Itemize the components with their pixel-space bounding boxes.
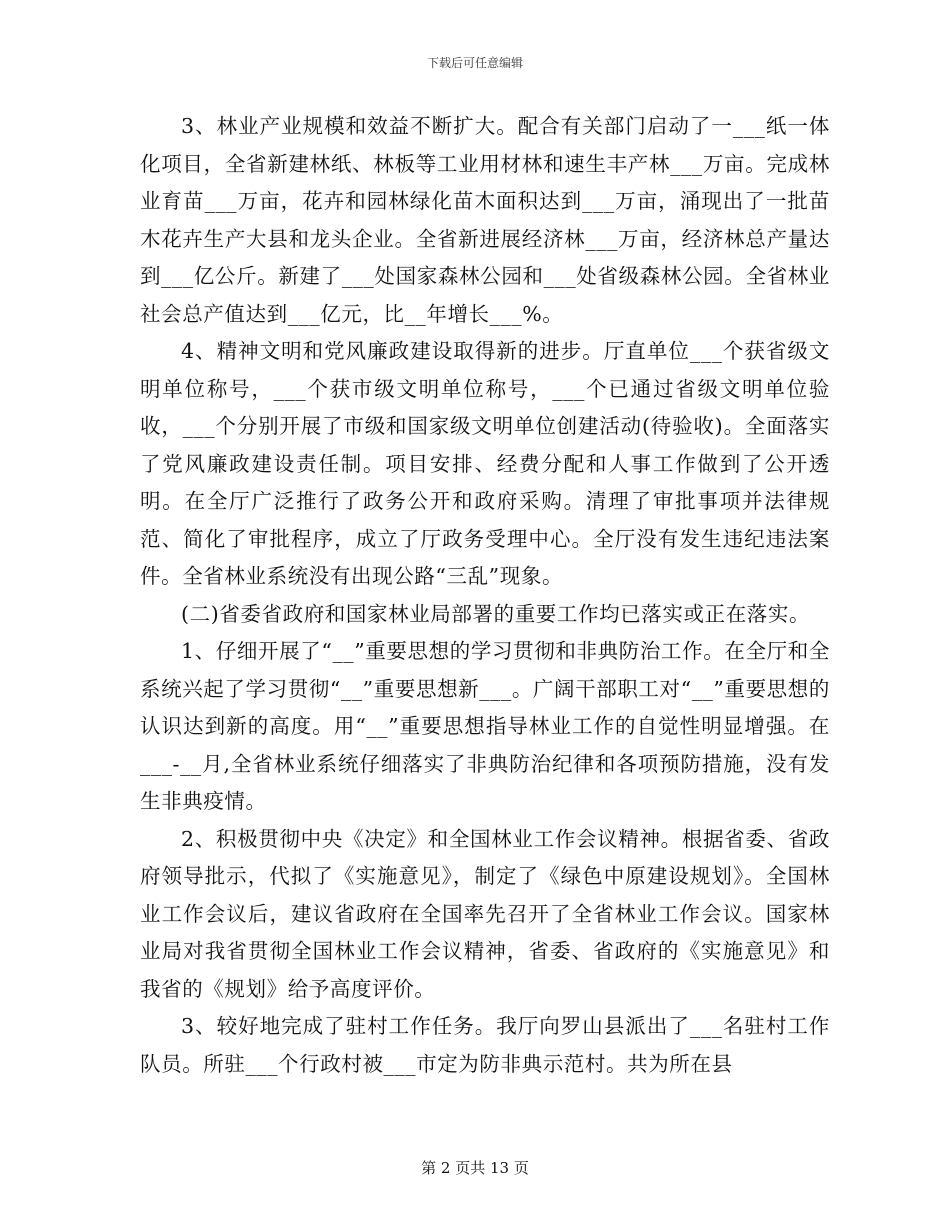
paragraph-study-and-sars: 1、仔细开展了“__”重要思想的学习贯彻和非典防治工作。在全厅和全系统兴起了学习贯彻“__”重要思想新___。广阔干部职工对“__”重要思想的认识达到新的高度。用“__”重要思想指导林业工作的自觉性明显增强。在___-__月,全省林业系统仔细落实了非典防治纪律和各项预防措施，没有发生非典疫情。 [140,639,830,813]
paragraph-civilization-construction: 4、精神文明和党风廉政建设取得新的进步。厅直单位___个获省级文明单位称号，___个获市级文明单位称号，___个已通过省级文明单位验收，___个分别开展了市级和国家级文明单位创建活动(待验收)。全面落实了党风廉政建设责任制。项目安排、经费分配和人事工作做到了公开透明。在全厅广泛推行了政务公开和政府采购。清理了审批事项并法律规范、简化了审批程序，成立了厅政务受理中心。全厅没有发生违纪违法案件。全省林业系统没有出现公路“三乱”现象。 [140,339,830,588]
paragraph-forestry-industry: 3、林业产业规模和效益不断扩大。配合有关部门启动了一___纸一体化项目，全省新建林纸、林板等工业用材林和速生丰产林___万亩。完成林业育苗___万亩，花卉和园林绿化苗木面积达到___万亩，涌现出了一批苗木花卉生产大县和龙头企业。全省新进展经济林___万亩，经济林总产量达到___亿公斤。新建了___处国家森林公园和___处省级森林公园。全省林业社会总产值达到___亿元，比__年增长___%。 [140,114,830,326]
paragraph-village-work: 3、较好地完成了驻村工作任务。我厅向罗山县派出了___名驻村工作队员。所驻___个行政村被___市定为防非典示范村。共为所在县 [140,1014,830,1076]
page-header: 下载后可任意编辑 [426,56,523,70]
paragraph-central-decision: 2、积极贯彻中央《决定》和全国林业工作会议精神。根据省委、省政府领导批示，代拟了《实施意见》，制定了《绿色中原建设规划》。全国林业工作会议后，建议省政府在全国率先召开了全省林业工作会议。国家林业局对我省贯彻全国林业工作会议精神，省委、省政府的《实施意见》和我省的《规划》给予高度评价。 [140,826,830,1001]
document-body [140,108,830,1083]
page-number-footer: 第 2 页共 13 页 [421,1159,529,1177]
paragraph-section-heading-two: (二)省委省政府和国家林业局部署的重要工作均已落实或正在落实。 [181,601,811,626]
